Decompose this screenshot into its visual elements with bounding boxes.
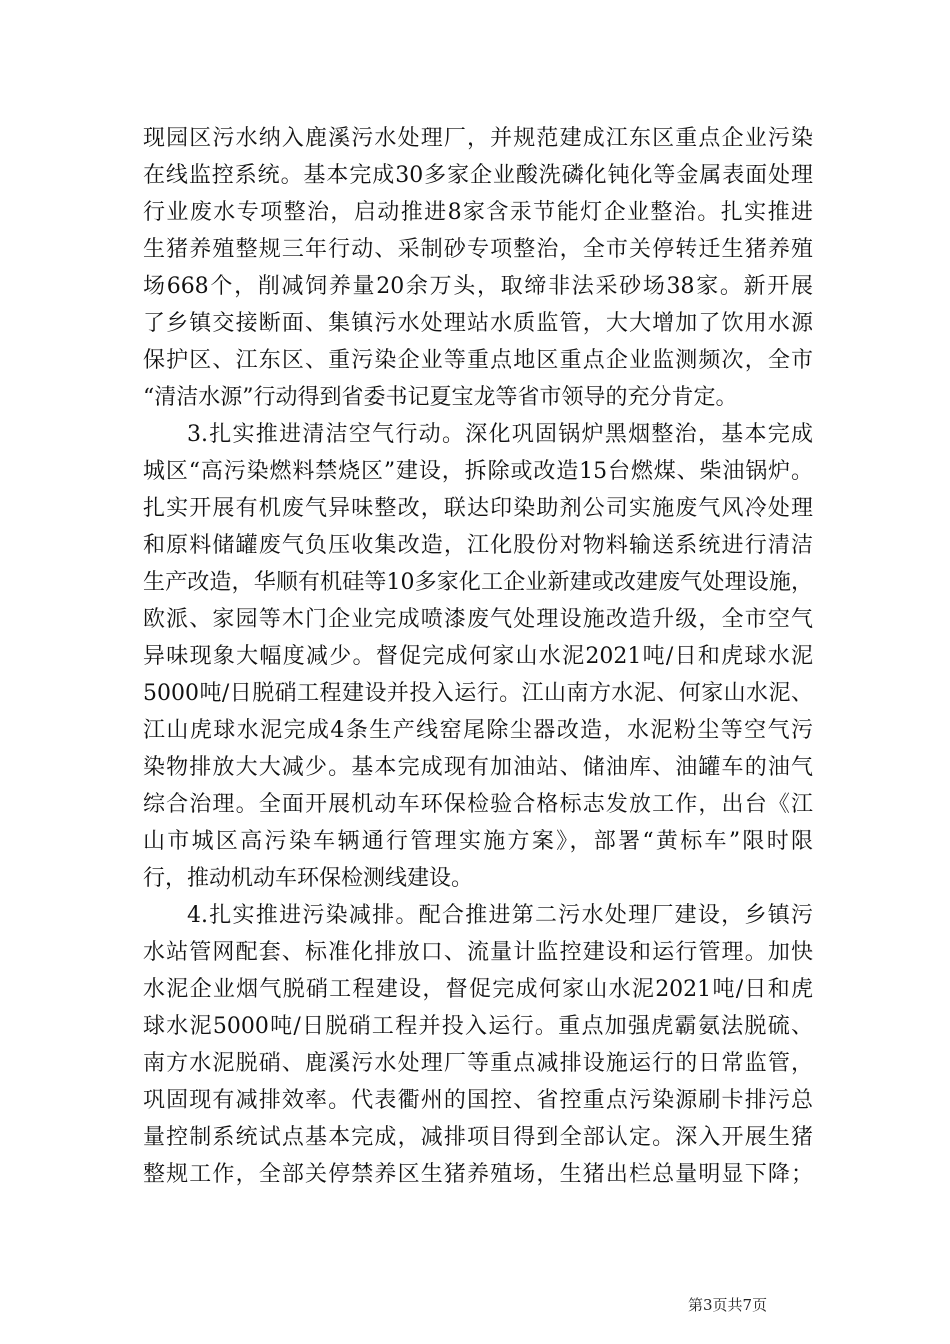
text-line: 水泥企业烟气脱硝工程建设，督促完成何家山水泥2021吨/日和虎 [143, 977, 813, 1002]
text-line: 山市城区高污染车辆通行管理实施方案》，部署“黄标车”限时限 [143, 829, 813, 854]
text-line: 综合治理。全面开展机动车环保检验合格标志发放工作，出台《江 [143, 792, 813, 817]
text-line: 巩固现有减排效率。代表衢州的国控、省控重点污染源刷卡排污总 [143, 1088, 813, 1113]
text-line: 保护区、江东区、重污染企业等重点地区重点企业监测频次，全市 [143, 348, 813, 373]
text-line: 南方水泥脱硝、鹿溪污水处理厂等重点减排设施运行的日常监管， [143, 1051, 813, 1076]
text-line: 行业废水专项整治，启动推进8家含汞节能灯企业整治。扎实推进 [143, 200, 813, 225]
text-line: 整规工作，全部关停禁养区生猪养殖场，生猪出栏总量明显下降； [143, 1162, 813, 1187]
page-number-footer: 第3页共7页 [688, 1296, 768, 1314]
text-line: 扎实开展有机废气异味整改，联达印染助剂公司实施废气风冷处理 [143, 496, 813, 521]
text-line: 4.扎实推进污染减排。配合推进第二污水处理厂建设，乡镇污 [187, 903, 813, 928]
text-line: 生猪养殖整规三年行动、采制砂专项整治，全市关停转迁生猪养殖 [143, 237, 813, 262]
text-line: 江山虎球水泥完成4条生产线窑尾除尘器改造，水泥粉尘等空气污 [143, 718, 813, 743]
text-line: 生产改造，华顺有机硅等10多家化工企业新建或改建废气处理设施， [143, 570, 813, 595]
text-line: 染物排放大大减少。基本完成现有加油站、储油库、油罐车的油气 [143, 755, 813, 780]
text-line: “清洁水源”行动得到省委书记夏宝龙等省市领导的充分肯定。 [143, 385, 738, 410]
text-line: 水站管网配套、标准化排放口、流量计监控建设和运行管理。加快 [143, 940, 813, 965]
text-line: 异味现象大幅度减少。督促完成何家山水泥2021吨/日和虎球水泥 [143, 644, 813, 669]
text-line: 行，推动机动车环保检测线建设。 [143, 866, 474, 891]
text-line: 现园区污水纳入鹿溪污水处理厂，并规范建成江东区重点企业污染 [143, 126, 813, 151]
text-line: 5000吨/日脱硝工程建设并投入运行。江山南方水泥、何家山水泥、 [143, 681, 813, 706]
text-line: 场668个，削减饲养量20余万头，取缔非法采砂场38家。新开展 [143, 274, 813, 299]
text-line: 在线监控系统。基本完成30多家企业酸洗磷化钝化等金属表面处理 [143, 163, 813, 188]
text-line: 3.扎实推进清洁空气行动。深化巩固锅炉黑烟整治，基本完成 [187, 422, 813, 447]
text-line: 城区“高污染燃料禁烧区”建设，拆除或改造15台燃煤、柴油锅炉。 [143, 459, 813, 484]
text-line: 欧派、家园等木门企业完成喷漆废气处理设施改造升级，全市空气 [143, 607, 813, 632]
text-line: 了乡镇交接断面、集镇污水处理站水质监管，大大增加了饮用水源 [143, 311, 813, 336]
text-line: 量控制系统试点基本完成，减排项目得到全部认定。深入开展生猪 [143, 1125, 813, 1150]
text-line: 球水泥5000吨/日脱硝工程并投入运行。重点加强虎霸氨法脱硫、 [143, 1014, 813, 1039]
text-line: 和原料储罐废气负压收集改造，江化股份对物料输送系统进行清洁 [143, 533, 813, 558]
